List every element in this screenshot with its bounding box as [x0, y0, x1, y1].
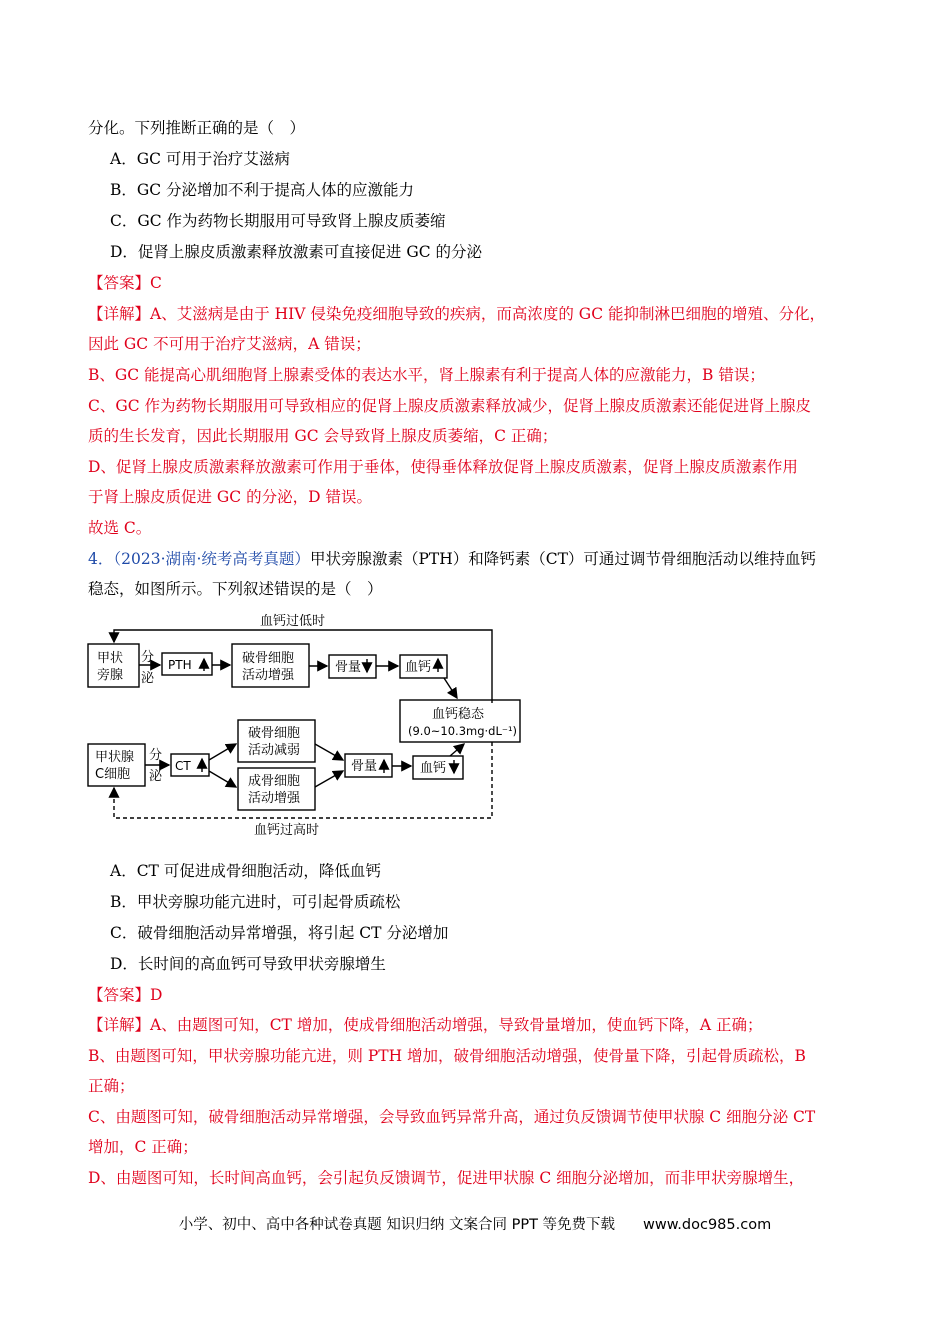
q3-answer: 【答案】C [88, 274, 162, 292]
q4-source: （2023·湖南·统考高考真题） [113, 550, 310, 568]
parathyroid-label: 旁腺 [97, 668, 124, 683]
q4-detail-line: 增加，C 正确； [88, 1138, 198, 1156]
q4-detail-line: 【详解】A、由题图可知，CT 增加，使成骨细胞活动增强，导致骨量增加，使血钙下降，A 正确； [88, 1016, 763, 1034]
q4-stem-text: 甲状旁腺激素（PTH）和降钙素（CT）可通过调节骨细胞活动以维持血钙 [309, 550, 816, 568]
secrete-label: 泌 [141, 671, 155, 686]
parathyroid-label: 甲状 [97, 651, 124, 666]
q4-detail-line: 正确； [88, 1077, 135, 1095]
calcium-up-label: 血钙 [405, 660, 432, 675]
q3-option-b: B．GC 分泌增加不利于提高人体的应激能力 [110, 181, 415, 199]
bone-up-label: 骨量 [351, 759, 378, 774]
q4-detail-line: C、由题图可知，破骨细胞活动异常增强，会导致血钙异常升高，通过负反馈调节使甲状腺 C 细胞分泌 CT [88, 1108, 816, 1126]
label-low-calcium: 血钙过低时 [260, 614, 326, 629]
q4-answer: 【答案】D [88, 986, 163, 1004]
bone-down-label: 骨量 [335, 660, 362, 675]
osteoclast-down-label: 破骨细胞 [248, 726, 301, 741]
q4-option-c: C．破骨细胞活动异常增强，将引起 CT 分泌增加 [110, 924, 449, 942]
calcium-down-label: 血钙 [420, 761, 447, 776]
label-high-calcium: 血钙过高时 [254, 823, 320, 838]
q4-stem-line1 [88, 549, 816, 569]
secrete-label: 分 [149, 748, 163, 763]
q3-conclusion: 故选 C。 [88, 519, 152, 537]
q4-detail-line: B、由题图可知，甲状旁腺功能亢进，则 PTH 增加，破骨细胞活动增强，使骨量下降，引起骨质疏松，B [88, 1047, 806, 1065]
q3-option-a: A．GC 可用于治疗艾滋病 [110, 150, 290, 168]
ct-label: CT [175, 759, 191, 773]
footer-url[interactable]: www.doc985.com [643, 1217, 772, 1233]
q3-detail-line: D、促肾上腺皮质激素释放激素可作用于垂体，使得垂体释放促肾上腺皮质激素，促肾上腺皮质激素作用 [88, 458, 798, 476]
q4-option-d: D．长时间的高血钙可导致甲状旁腺增生 [110, 955, 386, 973]
osteoclast-up-label: 活动增强 [242, 668, 295, 683]
secrete-label: 分 [141, 650, 155, 665]
q4-number: 4． [88, 550, 114, 568]
q3-detail-line: 于肾上腺皮质促进 GC 的分泌，D 错误。 [88, 488, 372, 506]
calcium-regulation-diagram [82, 608, 532, 840]
q4-option-a: A．CT 可促进成骨细胞活动，降低血钙 [110, 862, 381, 880]
osteoblast-up-label: 成骨细胞 [248, 774, 301, 789]
page-footer [0, 1213, 950, 1234]
q4-stem-line2: 稳态，如图所示。下列叙述错误的是（ ） [88, 580, 383, 598]
osteoclast-down-label: 活动减弱 [248, 743, 301, 758]
q4-detail-line: D、由题图可知，长时间高血钙，会引起负反馈调节，促进甲状腺 C 细胞分泌增加，而非甲状旁腺增生， [88, 1169, 805, 1187]
homeostasis-range: (9.0~10.3mg·dL⁻¹) [408, 724, 518, 738]
q3-detail-line: 因此 GC 不可用于治疗艾滋病，A 错误； [88, 335, 371, 353]
q3-stem-end: 分化。下列推断正确的是（ ） [88, 119, 306, 137]
thyroid-c-label: 甲状腺 [95, 750, 135, 765]
osteoclast-up-label: 破骨细胞 [242, 651, 295, 666]
q3-detail-line: 【详解】A、艾滋病是由于 HIV 侵染免疫细胞导致的疾病，而高浓度的 GC 能抑制淋巴细胞的增殖、分化， [88, 305, 825, 323]
q3-detail-line: B、GC 能提高心肌细胞肾上腺素受体的表达水平，肾上腺素有利于提高人体的应激能力，B 错误； [88, 366, 765, 384]
osteoblast-up-label: 活动增强 [248, 791, 301, 806]
q3-detail-line: 质的生长发育，因此长期服用 GC 会导致肾上腺皮质萎缩，C 正确； [88, 427, 558, 445]
q3-option-c: C．GC 作为药物长期服用可导致肾上腺皮质萎缩 [110, 212, 446, 230]
q3-detail-line: C、GC 作为药物长期服用可导致相应的促肾上腺皮质激素释放减少，促肾上腺皮质激素还能促进肾上腺皮 [88, 397, 812, 415]
thyroid-c-label: C细胞 [95, 767, 131, 782]
footer-text: 小学、初中、高中各种试卷真题 知识归纳 文案合同 PPT 等免费下载 [178, 1217, 616, 1233]
homeostasis-label: 血钙稳态 [432, 707, 485, 722]
q3-option-d: D．促肾上腺皮质激素释放激素可直接促进 GC 的分泌 [110, 243, 483, 261]
secrete-label: 泌 [149, 769, 163, 784]
pth-label: PTH [168, 658, 192, 672]
q4-option-b: B．甲状旁腺功能亢进时，可引起骨质疏松 [110, 893, 401, 911]
